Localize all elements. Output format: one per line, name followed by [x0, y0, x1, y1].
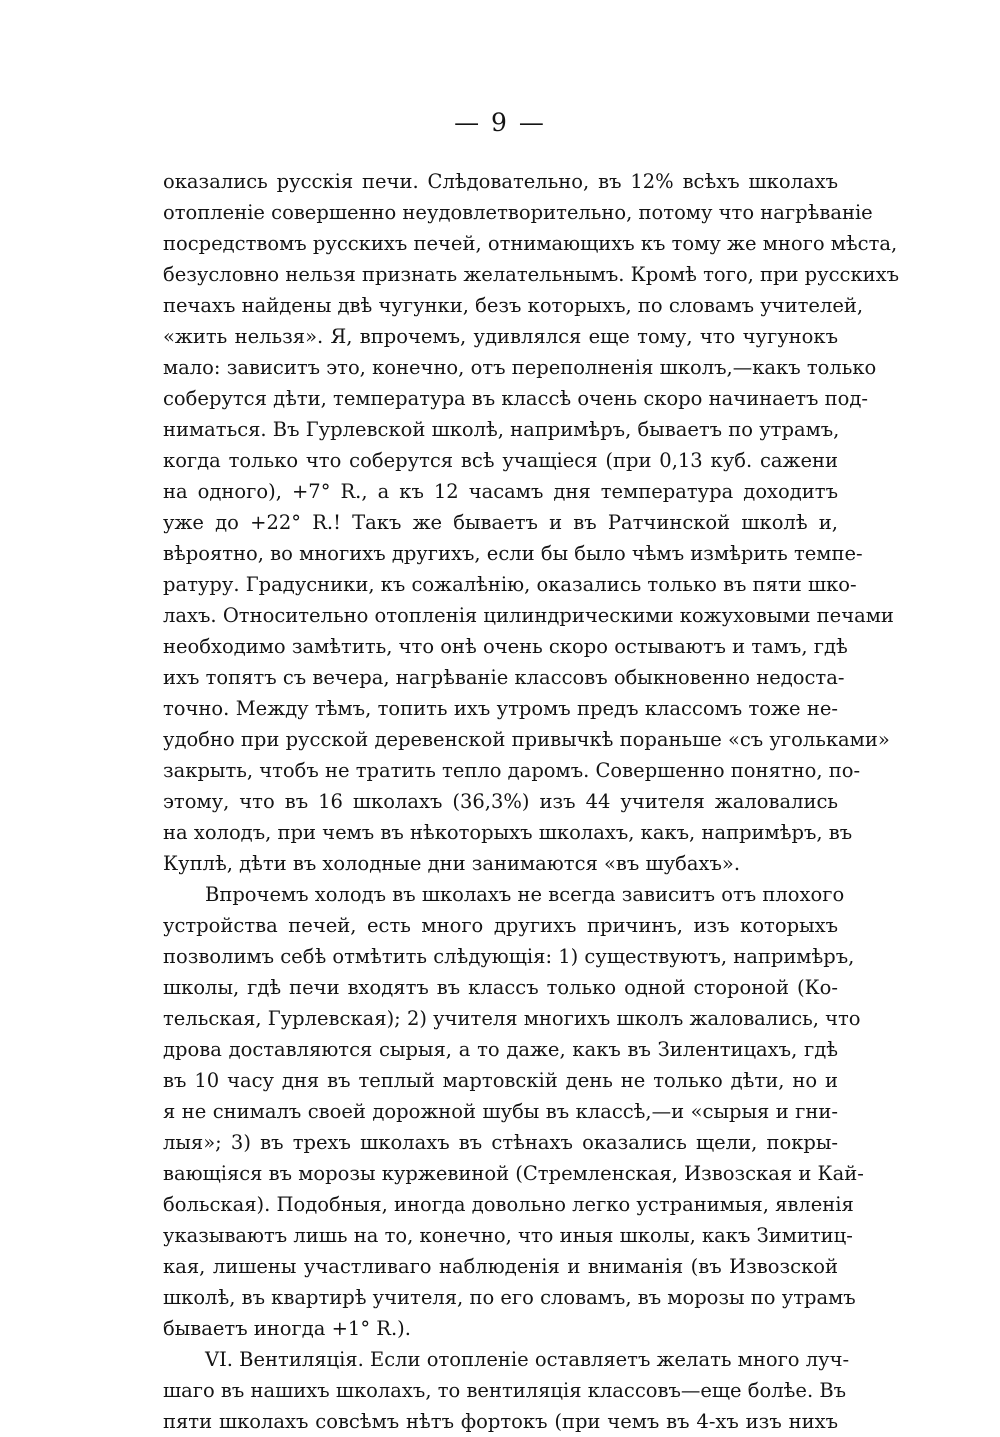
- body-text: [163, 166, 900, 1437]
- text-line: на одного), +7° R., а къ 12 часамъ дня температура доходитъ: [163, 480, 838, 503]
- text-line: когда только что соберутся всѣ учащіеся (при 0,13 куб. сажени: [163, 449, 838, 472]
- text-line: въ 10 часу дня въ теплый мартовскій день не только дѣти, но и: [163, 1069, 838, 1092]
- text-line: на холодъ, при чемъ въ нѣкоторыхъ школахъ, какъ, напримѣръ, въ: [163, 821, 853, 844]
- text-line: «жить нельзя». Я, впрочемъ, удивлялся еще тому, что чугунокъ: [163, 325, 838, 348]
- text-line: отопленіе совершенно неудовлетворительно, потому что нагрѣваніе: [163, 201, 873, 224]
- text-line: уже до +22° R.! Такъ же бываетъ и въ Ратчинской школѣ и,: [163, 511, 838, 534]
- text-line: ратуру. Градусники, къ сожалѣнію, оказались только въ пяти шко-: [163, 573, 857, 596]
- text-line: мало: зависитъ это, конечно, отъ переполненія школъ,—какъ только: [163, 356, 877, 379]
- text-line: устройства печей, есть много другихъ причинъ, изъ которыхъ: [163, 914, 838, 937]
- text-line: необходимо замѣтить, что онѣ очень скоро остываютъ и тамъ, гдѣ: [163, 635, 848, 658]
- text-line: посредствомъ русскихъ печей, отнимающихъ къ тому же много мѣста,: [163, 232, 898, 255]
- text-line: Впрочемъ холодъ въ школахъ не всегда зависитъ отъ плохого: [205, 883, 845, 906]
- text-line: шаго въ нашихъ школахъ, то вентиляція классовъ—еще болѣе. Въ: [163, 1379, 847, 1402]
- text-line: лыя»; 3) въ трехъ школахъ въ стѣнахъ оказались щели, покры-: [163, 1131, 838, 1154]
- text-line: вѣроятно, во многихъ другихъ, если бы было чѣмъ измѣрить темпе-: [163, 542, 863, 565]
- text-line: соберутся дѣти, температура въ классѣ очень скоро начинаетъ под-: [163, 387, 868, 410]
- text-line: дрова доставляются сырыя, а то даже, какъ въ Зилентицахъ, гдѣ: [163, 1038, 838, 1061]
- text-line: ихъ топятъ съ вечера, нагрѣваніе классовъ обыкновенно недоста-: [163, 666, 845, 689]
- text-line: указываютъ лишь на то, конечно, что иныя школы, какъ Зимитиц-: [163, 1224, 853, 1247]
- text-line: школы, гдѣ печи входятъ въ классъ только одной стороной (Ко-: [163, 976, 838, 999]
- text-line: печахъ найдены двѣ чугунки, безъ которыхъ, по словамъ учителей,: [163, 294, 864, 317]
- text-line: ниматься. Въ Гурлевской школѣ, напримѣръ, бываетъ по утрамъ,: [163, 418, 840, 441]
- text-line: тельская, Гурлевская); 2) учителя многихъ школъ жаловались, что: [163, 1007, 861, 1030]
- text-line: больская). Подобныя, иногда довольно легко устранимыя, явленія: [163, 1193, 854, 1216]
- text-line: Куплѣ, дѣти въ холодные дни занимаются «въ шубахъ».: [163, 852, 741, 875]
- paragraph: [163, 1344, 850, 1437]
- text-line: я не снималъ своей дорожной шубы въ классѣ,—и «сырыя и гни-: [163, 1100, 838, 1123]
- text-line: школѣ, въ квартирѣ учителя, по его словамъ, въ морозы по утрамъ: [163, 1286, 856, 1309]
- text-line: позволимъ себѣ отмѣтить слѣдующія: 1) существуютъ, напримѣръ,: [163, 945, 855, 968]
- text-line: этому, что въ 16 школахъ (36,3%) изъ 44 учителя жаловались: [163, 790, 838, 813]
- text-line: VI. Вентиляція. Если отопленіе оставляетъ желать много луч-: [205, 1348, 850, 1371]
- text-line: пяти школахъ совсѣмъ нѣтъ фортокъ (при чемъ въ 4-хъ изъ нихъ: [163, 1410, 838, 1433]
- text-line: безусловно нельзя признать желательнымъ. Кромѣ того, при русскихъ: [163, 263, 900, 286]
- page-number: — 9 —: [454, 108, 546, 137]
- text-line: лахъ. Относительно отопленія цилиндрическими кожуховыми печами: [163, 604, 894, 627]
- text-line: закрыть, чтобъ не тратить тепло даромъ. Совершенно понятно, по-: [163, 759, 861, 782]
- text-line: бываетъ иногда +1° R.).: [163, 1317, 411, 1340]
- text-line: оказались русскія печи. Слѣдовательно, въ 12% всѣхъ школахъ: [163, 170, 838, 193]
- paragraph: [163, 166, 900, 879]
- text-line: удобно при русской деревенской привычкѣ пораньше «съ угольками»: [163, 728, 890, 751]
- text-line: вающіяся въ морозы куржевиной (Стремленская, Извозская и Кай-: [163, 1162, 864, 1185]
- text-line: кая, лишены участливаго наблюденія и вниманія (въ Извозской: [163, 1255, 838, 1278]
- paragraph: [163, 879, 864, 1344]
- text-line: точно. Между тѣмъ, топить ихъ утромъ предъ классомъ тоже не-: [163, 697, 838, 720]
